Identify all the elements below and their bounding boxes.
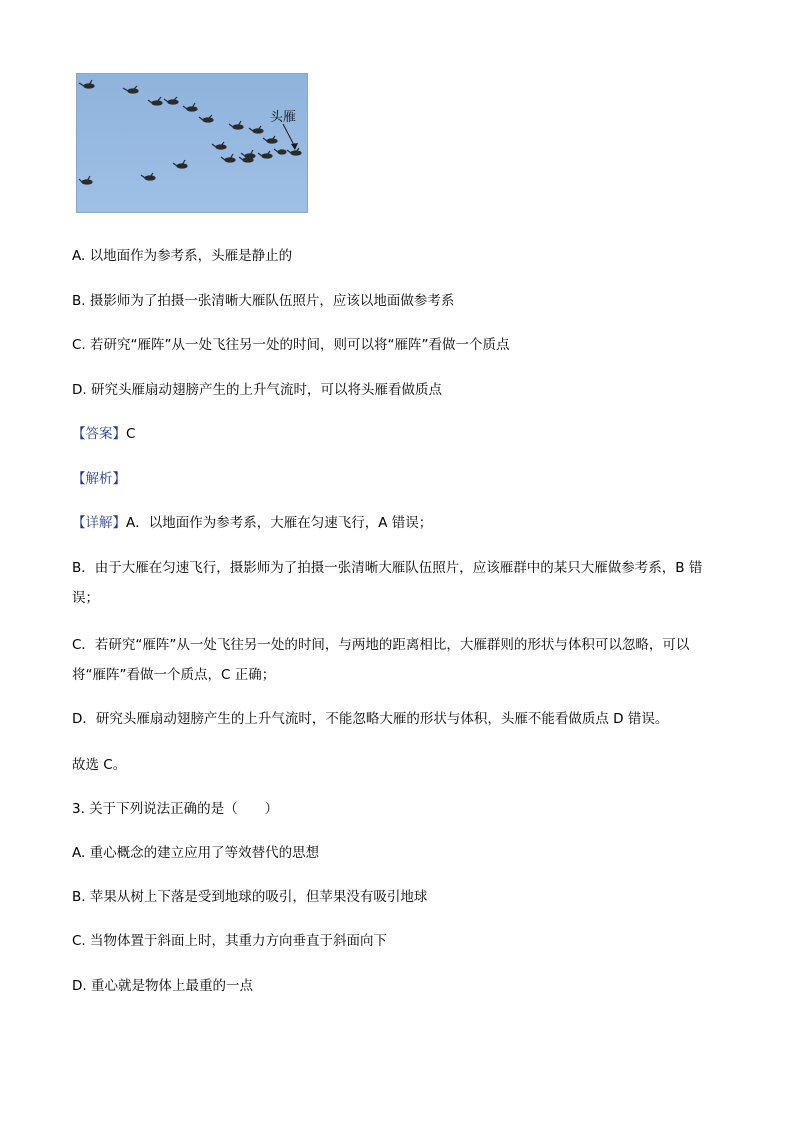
detail-line-d: D．研究头雁扇动翅膀产生的上升气流时，不能忽略大雁的形状与体积，头雁不能看做质点 D 错误。	[72, 711, 669, 727]
q3-option-a: A. 重心概念的建立应用了等效替代的思想	[72, 845, 320, 861]
goose	[183, 103, 197, 111]
goose	[199, 115, 213, 122]
detail-tag: 【详解】	[72, 515, 126, 531]
goose	[249, 126, 263, 133]
conclusion-line: 故选 C。	[72, 757, 127, 773]
goose	[173, 160, 187, 168]
goose	[123, 86, 138, 93]
q2-option-a: A. 以地面作为参考系，头雁是静止的	[72, 248, 293, 264]
leader-pointer-line	[283, 124, 295, 147]
goose	[229, 121, 243, 129]
leader-pointer-arrowhead	[291, 143, 298, 150]
detail-line-c2: 将“雁阵”看做一个质点，C 正确；	[72, 667, 276, 683]
geese-formation-photo	[76, 73, 308, 213]
goose	[79, 80, 94, 88]
analysis-line	[72, 469, 126, 489]
goose	[263, 136, 277, 143]
goose	[148, 97, 162, 105]
goose	[287, 148, 301, 155]
q3-option-b: B. 苹果从树上下落是受到地球的吸引，但苹果没有吸引地球	[72, 889, 428, 905]
detail-line-c1: C．若研究“雁阵”从一处飞往另一处的时间，与两地的距离相比，大雁群则的形状与体积可以忽略，可以	[72, 637, 690, 653]
goose	[239, 157, 253, 162]
q3-stem: 3. 关于下列说法正确的是（ ）	[72, 801, 279, 817]
q2-option-d: D. 研究头雁扇动翅膀产生的上升气流时，可以将头雁看做质点	[72, 382, 442, 398]
detail-line-b1: B．由于大雁在匀速飞行，摄影师为了拍摄一张清晰大雁队伍照片，应该雁群中的某只大雁做参考系，B 错	[72, 560, 703, 576]
goose	[258, 151, 272, 158]
answer-tag: 【答案】	[72, 426, 126, 442]
answer-line	[72, 424, 135, 444]
answer-value: C	[126, 426, 136, 442]
goose	[212, 142, 226, 149]
detail-a-text: A．以地面作为参考系，大雁在匀速飞行，A 错误；	[126, 515, 433, 531]
geese-formation-drawing	[77, 74, 308, 213]
goose	[221, 154, 235, 162]
goose	[79, 176, 92, 184]
q3-option-d: D. 重心就是物体上最重的一点	[72, 978, 253, 994]
goose	[164, 97, 178, 104]
detail-line-a	[72, 513, 432, 533]
goose	[241, 150, 255, 158]
goose	[141, 173, 155, 180]
analysis-tag: 【解析】	[72, 471, 126, 487]
detail-line-b2: 误；	[72, 590, 99, 606]
q3-option-c: C. 当物体置于斜面上时，其重力方向垂直于斜面向下	[72, 933, 388, 949]
leader-goose-label: 头雁	[270, 110, 297, 125]
q2-option-b: B. 摄影师为了拍摄一张清晰大雁队伍照片，应该以地面做参考系	[72, 293, 455, 309]
goose	[274, 149, 286, 154]
q2-option-c: C. 若研究“雁阵”从一处飞往另一处的时间，则可以将“雁阵”看做一个质点	[72, 337, 510, 353]
